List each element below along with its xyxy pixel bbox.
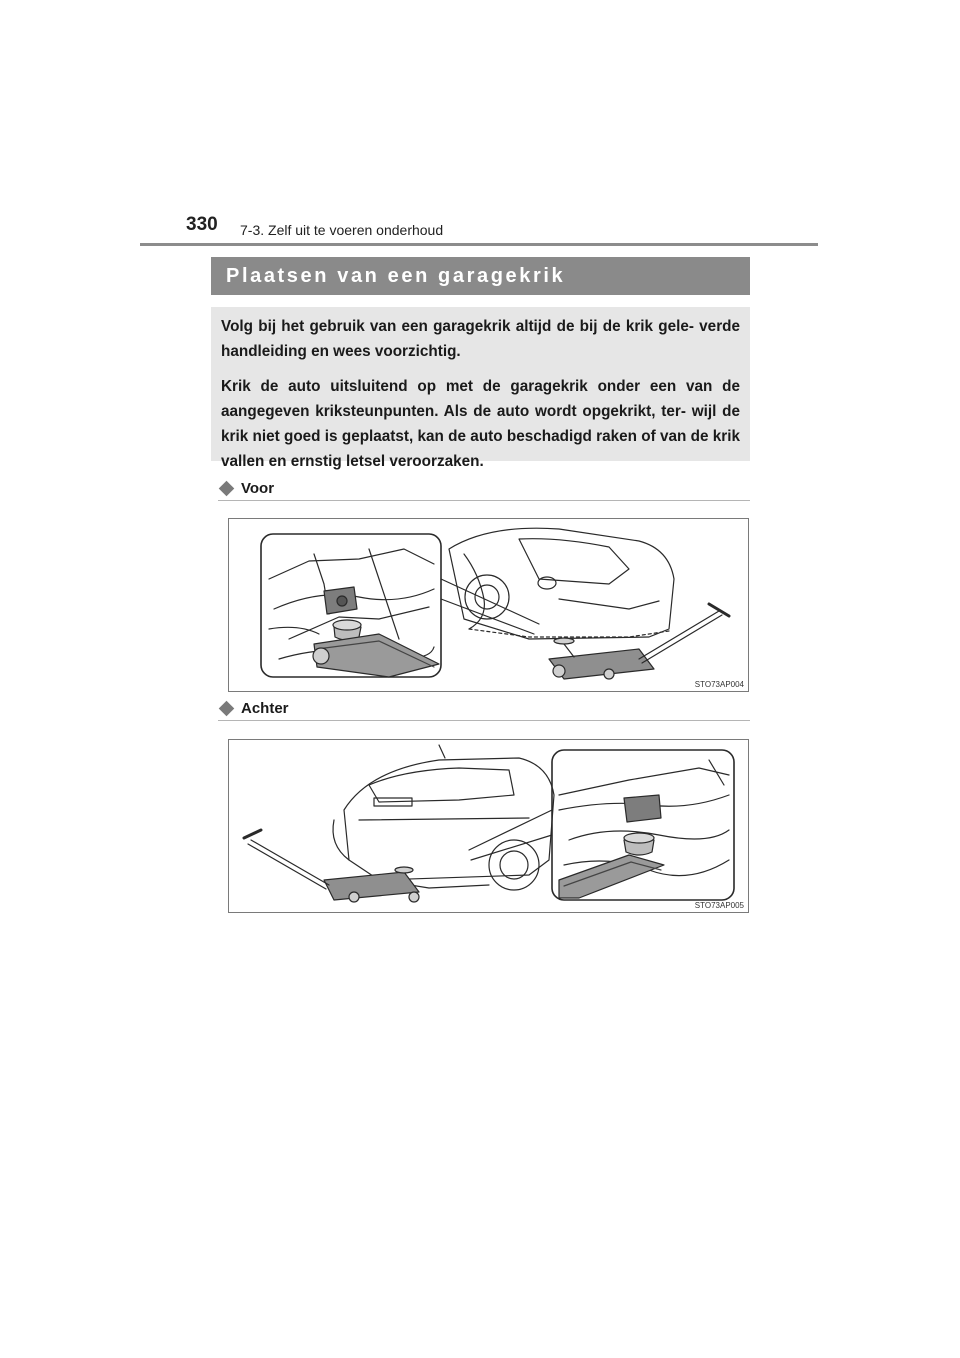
header-rule [140,243,818,246]
subheading-rear [218,696,750,721]
rear-jack-illustration [229,740,748,912]
front-jack-illustration [229,519,748,691]
intro-box [211,307,750,470]
figure-front-code: STO73AP004 [694,680,744,689]
intro-paragraph-1: Volg bij het gebruik van een garagekrik altijd de bij de krik gele- verde handleiding en wees voorzichtig. [221,318,740,360]
figure-rear-code: STO73AP005 [694,901,744,910]
figure-rear [228,739,749,913]
subheading-rear-label: Achter [241,699,289,717]
section-title: Plaatsen van een garagekrik [226,264,566,287]
section-title-bar [211,257,750,295]
chapter-heading: 7-3. Zelf uit te voeren onderhoud [240,222,444,238]
subheading-front-label: Voor [241,479,275,497]
intro-paragraph-2: Krik de auto uitsluitend op met de garagekrik onder een van de aangegeven kriksteunpunten. Als de auto wordt opgekrikt, ter- wijl de krik niet goed is geplaatst, kan de auto beschadigd raken of van de krik vallen en ernstig letsel veroorzaken. [221,378,740,470]
diamond-bullet-icon [219,700,235,716]
figure-front [228,518,749,692]
diamond-bullet-icon [219,480,235,496]
page-number: 330 [186,214,218,235]
subheading-front [218,476,750,501]
